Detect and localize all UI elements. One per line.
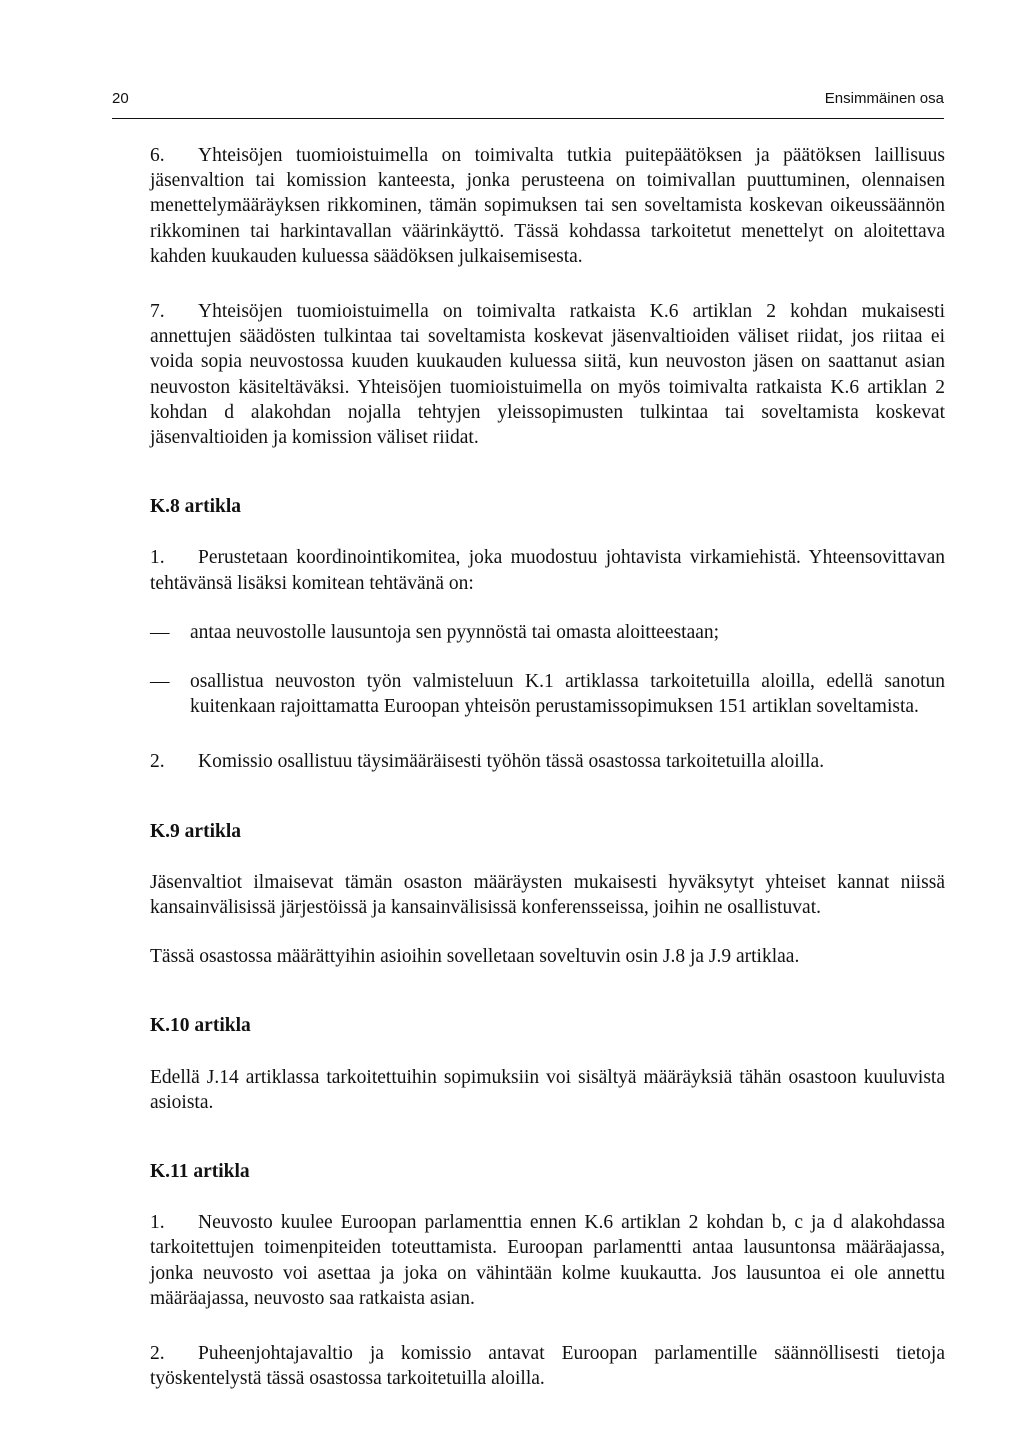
paragraph-text: Komissio osallistuu täysimääräisesti työhön tässä osastossa tarkoitetuilla aloilla. (198, 751, 825, 773)
k8-list-item-2 (150, 669, 945, 719)
k10-paragraph-1: Edellä J.14 artiklassa tarkoitettuihin sopimuksiin voi sisältyä määräyksiä tähän osastoon kuuluvista asioista. (150, 1066, 945, 1113)
paragraph-number: 7. (150, 301, 165, 323)
paragraph-text: Puheenjohtajavaltio ja komissio antavat Euroopan parlamentille säännöllisesti tietoja työskentelystä tässä osastossa tarkoitetuilla aloilla. (150, 1343, 945, 1390)
k8-paragraph-2 (150, 749, 945, 774)
article-heading-k10: K.10 artikla (150, 1015, 251, 1037)
paragraph-text: Neuvosto kuulee Euroopan parlamenttia ennen K.6 artiklan 2 kohdan b, c ja d alakohdassa tarkoitettujen toimenpiteiden toteuttamista. Euroopan parlamentti antaa lausuntonsa määräajassa, jonka neuvosto voi asettaa ja joka on vähintään kolme kuukautta. Jos lausuntoa ei ole annettu määräajassa, neuvosto saa ratkaista asian. (150, 1212, 945, 1309)
paragraph-number: 6. (150, 145, 165, 166)
paragraph-text: Perustetaan koordinointikomitea, joka muodostuu johtavista virkamiehistä. Yhteensovittavan tehtävänsä lisäksi komitean tehtävänä on: (150, 547, 945, 594)
header-rule (112, 118, 944, 119)
paragraph-number: 1. (150, 547, 165, 569)
page-header (112, 90, 944, 118)
paragraph-6 (150, 143, 945, 269)
dash-bullet: — (150, 621, 170, 643)
paragraph-7 (150, 299, 945, 450)
page-number: 20 (112, 90, 129, 107)
running-head: Ensimmäinen osa (824, 90, 944, 107)
article-heading-k11: K.11 artikla (150, 1161, 250, 1183)
article-heading-k9: K.9 artikla (150, 820, 241, 842)
paragraph-text: Yhteisöjen tuomioistuimella on toimivalta tutkia puitepäätöksen ja päätöksen laillisuus jäsenvaltion tai komission kanteesta, jonka perusteena on toimivallan puuttuminen, olennaisen menettelymääräyksen rikkominen, tämän sopimuksen tai sen soveltamista koskevan oikeussäännön rikkominen tai harkintavallan väärinkäyttö. Tässä kohdassa tarkoitetut menettelyt on aloitettava kahden kuukauden kuluessa säädöksen julkaisemisesta. (150, 145, 945, 267)
k9-paragraph-1: Jäsenvaltiot ilmaisevat tämän osaston määräysten mukaisesti hyväksytyt yhteiset kannat niissä kansainvälisissä järjestöissä ja kansainvälisissä konferensseissa, joihin ne osallistuvat. (150, 871, 945, 919)
paragraph-number: 2. (150, 1343, 165, 1365)
k8-paragraph-1 (150, 545, 945, 595)
article-heading-k8: K.8 artikla (150, 496, 241, 518)
document-body (150, 143, 945, 1392)
paragraph-number: 2. (150, 751, 165, 773)
k9-paragraph-2: Tässä osastossa määrättyihin asioihin sovelletaan soveltuvin osin J.8 ja J.9 artiklaa. (150, 946, 800, 968)
paragraph-text: Yhteisöjen tuomioistuimella on toimivalta ratkaista K.6 artiklan 2 kohdan mukaisesti annettujen säädösten tulkintaa tai soveltamista koskevat jäsenvaltioiden väliset riidat, jos riitaa ei voida sopia neuvostossa kuuden kuukauden kuluessa siitä, kun neuvoston jäsen on saattanut asian neuvoston käsiteltäväksi. Yhteisöjen tuomioistuimella on myös toimivalta ratkaista K.6 artiklan 2 kohdan d alakohdan nojalla tehtyjen yleissopimusten tulkintaa tai soveltamista koskevat jäsenvaltioiden ja komission väliset riidat. (150, 301, 945, 449)
paragraph-number: 1. (150, 1212, 165, 1234)
list-item-text: osallistua neuvoston työn valmisteluun K.1 artiklassa tarkoitetuilla aloilla, edellä sanotun kuitenkaan rajoittamatta Euroopan yhteisön perustamissopimuksen 151 artiklan soveltamista. (190, 671, 945, 718)
k11-paragraph-2 (150, 1341, 945, 1391)
dash-bullet: — (150, 671, 170, 693)
k8-list-item-1 (150, 620, 945, 645)
k11-paragraph-1 (150, 1210, 945, 1311)
list-item-text: antaa neuvostolle lausuntoja sen pyynnöstä tai omasta aloitteestaan; (190, 621, 720, 643)
